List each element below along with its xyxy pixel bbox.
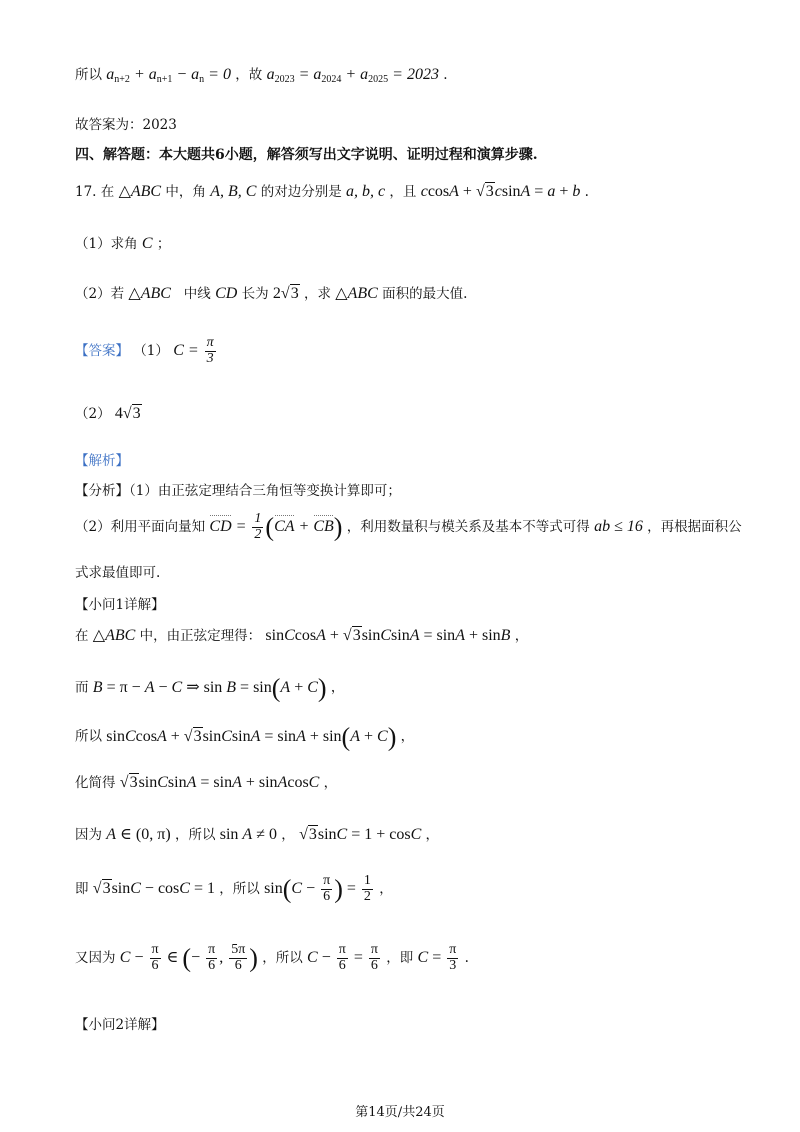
text: ，: [514, 628, 529, 644]
text: ，故: [235, 67, 263, 83]
formula: 2√3: [272, 285, 299, 302]
text: ，且: [389, 184, 417, 200]
fenxi-line3: 式求最值即可.: [75, 565, 161, 581]
step-2: [75, 673, 344, 703]
text: ，: [281, 827, 295, 843]
answer-tag: 【答案】: [75, 342, 129, 359]
text: 面积的最大值.: [382, 286, 468, 302]
step-3: [75, 722, 414, 752]
section-title: 四、解答题：本大题共6小题，解答须写出文字说明、证明过程和演算步骤.: [75, 147, 538, 163]
text: ，: [379, 880, 393, 897]
formula: A, B, C: [210, 183, 257, 200]
formula: C = $\frac{\pi}{3}$: [173, 335, 214, 366]
step-4: [75, 771, 337, 792]
formula: √3sinC − cosC = 1: [92, 879, 215, 897]
formula: ab ≤ 16: [594, 517, 643, 535]
text: 的对边分别是: [260, 184, 342, 200]
text: 化简得: [75, 775, 116, 791]
text: ，再根据面积公: [647, 518, 742, 535]
formula: △ABC: [92, 627, 136, 644]
text: （1）求角: [75, 236, 138, 252]
formula: ccosA + √3csinA = a + b: [420, 183, 581, 200]
answer-line: 故答案为：2023: [75, 117, 177, 133]
text: .: [584, 184, 589, 200]
text: ，求: [304, 286, 331, 302]
question-17: [75, 180, 589, 201]
formula: $a_{n+2} + a_{n+1} - a_n = 0$: [106, 66, 231, 85]
subquestion-2-tag: 【小问2详解】: [75, 1017, 165, 1033]
text: 中，角: [165, 184, 206, 200]
step-6: [75, 874, 393, 904]
answer-part1: [75, 336, 218, 366]
text: 中线: [183, 286, 211, 302]
text: ，利用数量积与模关系及基本不等式可得: [346, 518, 590, 535]
text: 长为: [241, 286, 269, 302]
text: （2）若: [75, 286, 125, 302]
fenxi-line1: 【分析】（1）由正弦定理结合三角恒等变换计算即可；: [75, 483, 401, 499]
formula: sinCcosA + √3sinCsinA = sinA + sin(A + C): [106, 722, 397, 751]
answer-part2: [75, 402, 142, 423]
formula: △ABC: [118, 183, 162, 200]
text: ，所以: [174, 827, 216, 843]
text: ，: [323, 775, 338, 791]
formula: △ABC: [335, 285, 378, 302]
page-footer: 第14页/共24页: [355, 1105, 445, 1120]
subquestion-1-tag: 【小问1详解】: [75, 597, 165, 613]
step-1: [75, 624, 528, 645]
analysis-tag: 【解析】: [75, 453, 129, 469]
formula: $a_{2023} = a_{2024} + a_{2025} = 2023$: [266, 66, 439, 85]
text: 中，由正弦定理得：: [139, 628, 262, 644]
step-5: [75, 823, 439, 844]
formula: C = $\frac{\pi}{3}$: [417, 942, 457, 973]
formula: B = π − A − C ⇒ sin B = sin(A + C): [92, 673, 327, 702]
formula: √3sinC = 1 + cosC: [299, 826, 422, 843]
step-7: [75, 943, 469, 973]
formula: sin(C − $\frac{\pi}{6}$ ) = $\frac{1}{2}$: [264, 873, 371, 904]
text: .: [443, 67, 448, 83]
text: （2）: [75, 406, 111, 422]
text: ；: [156, 236, 171, 252]
text: ，所以: [262, 949, 303, 966]
question-17-part2: [75, 282, 467, 303]
text: ，: [425, 827, 440, 843]
formula: △ABC: [128, 285, 171, 302]
text: 而: [75, 679, 89, 696]
formula: C: [141, 235, 153, 252]
text: ，所以: [219, 880, 260, 897]
text: 所以: [75, 728, 102, 745]
text: 即: [75, 880, 89, 897]
question-17-part1: [75, 232, 170, 253]
text: ，即: [386, 949, 414, 966]
line-prev-result: [75, 63, 448, 85]
text: （1）: [133, 342, 169, 359]
text: ，: [330, 679, 345, 696]
text: 因为: [75, 827, 102, 843]
formula: CD = $\frac{1}{2}$ (CA + CB): [209, 511, 343, 542]
formula: sinCcosA + √3sinCsinA = sinA + sinB: [265, 627, 511, 644]
formula: √3sinCsinA = sinA + sinAcosC: [119, 774, 320, 791]
text: 17. 在: [75, 184, 115, 200]
formula: C − $\frac{\pi}{6}$ ∈ (− $\frac{\pi}{6}$ , $\frac{5\pi}{6}$ ): [119, 942, 258, 973]
formula: 4√3: [114, 405, 141, 422]
fenxi-line2: [75, 512, 742, 542]
text: 所以: [75, 67, 102, 83]
text: （2）利用平面向量知: [75, 518, 206, 535]
formula: C − $\frac{\pi}{6}$ = $\frac{\pi}{6}$: [307, 942, 378, 973]
text: 在: [75, 628, 89, 644]
formula: CD: [215, 285, 238, 302]
formula: A ∈ (0, π): [106, 826, 171, 843]
text: ，: [400, 728, 415, 745]
formula: sin A ≠ 0: [219, 826, 277, 843]
text: .: [464, 949, 469, 966]
formula: a, b, c: [346, 183, 386, 200]
text: 又因为: [75, 949, 116, 966]
